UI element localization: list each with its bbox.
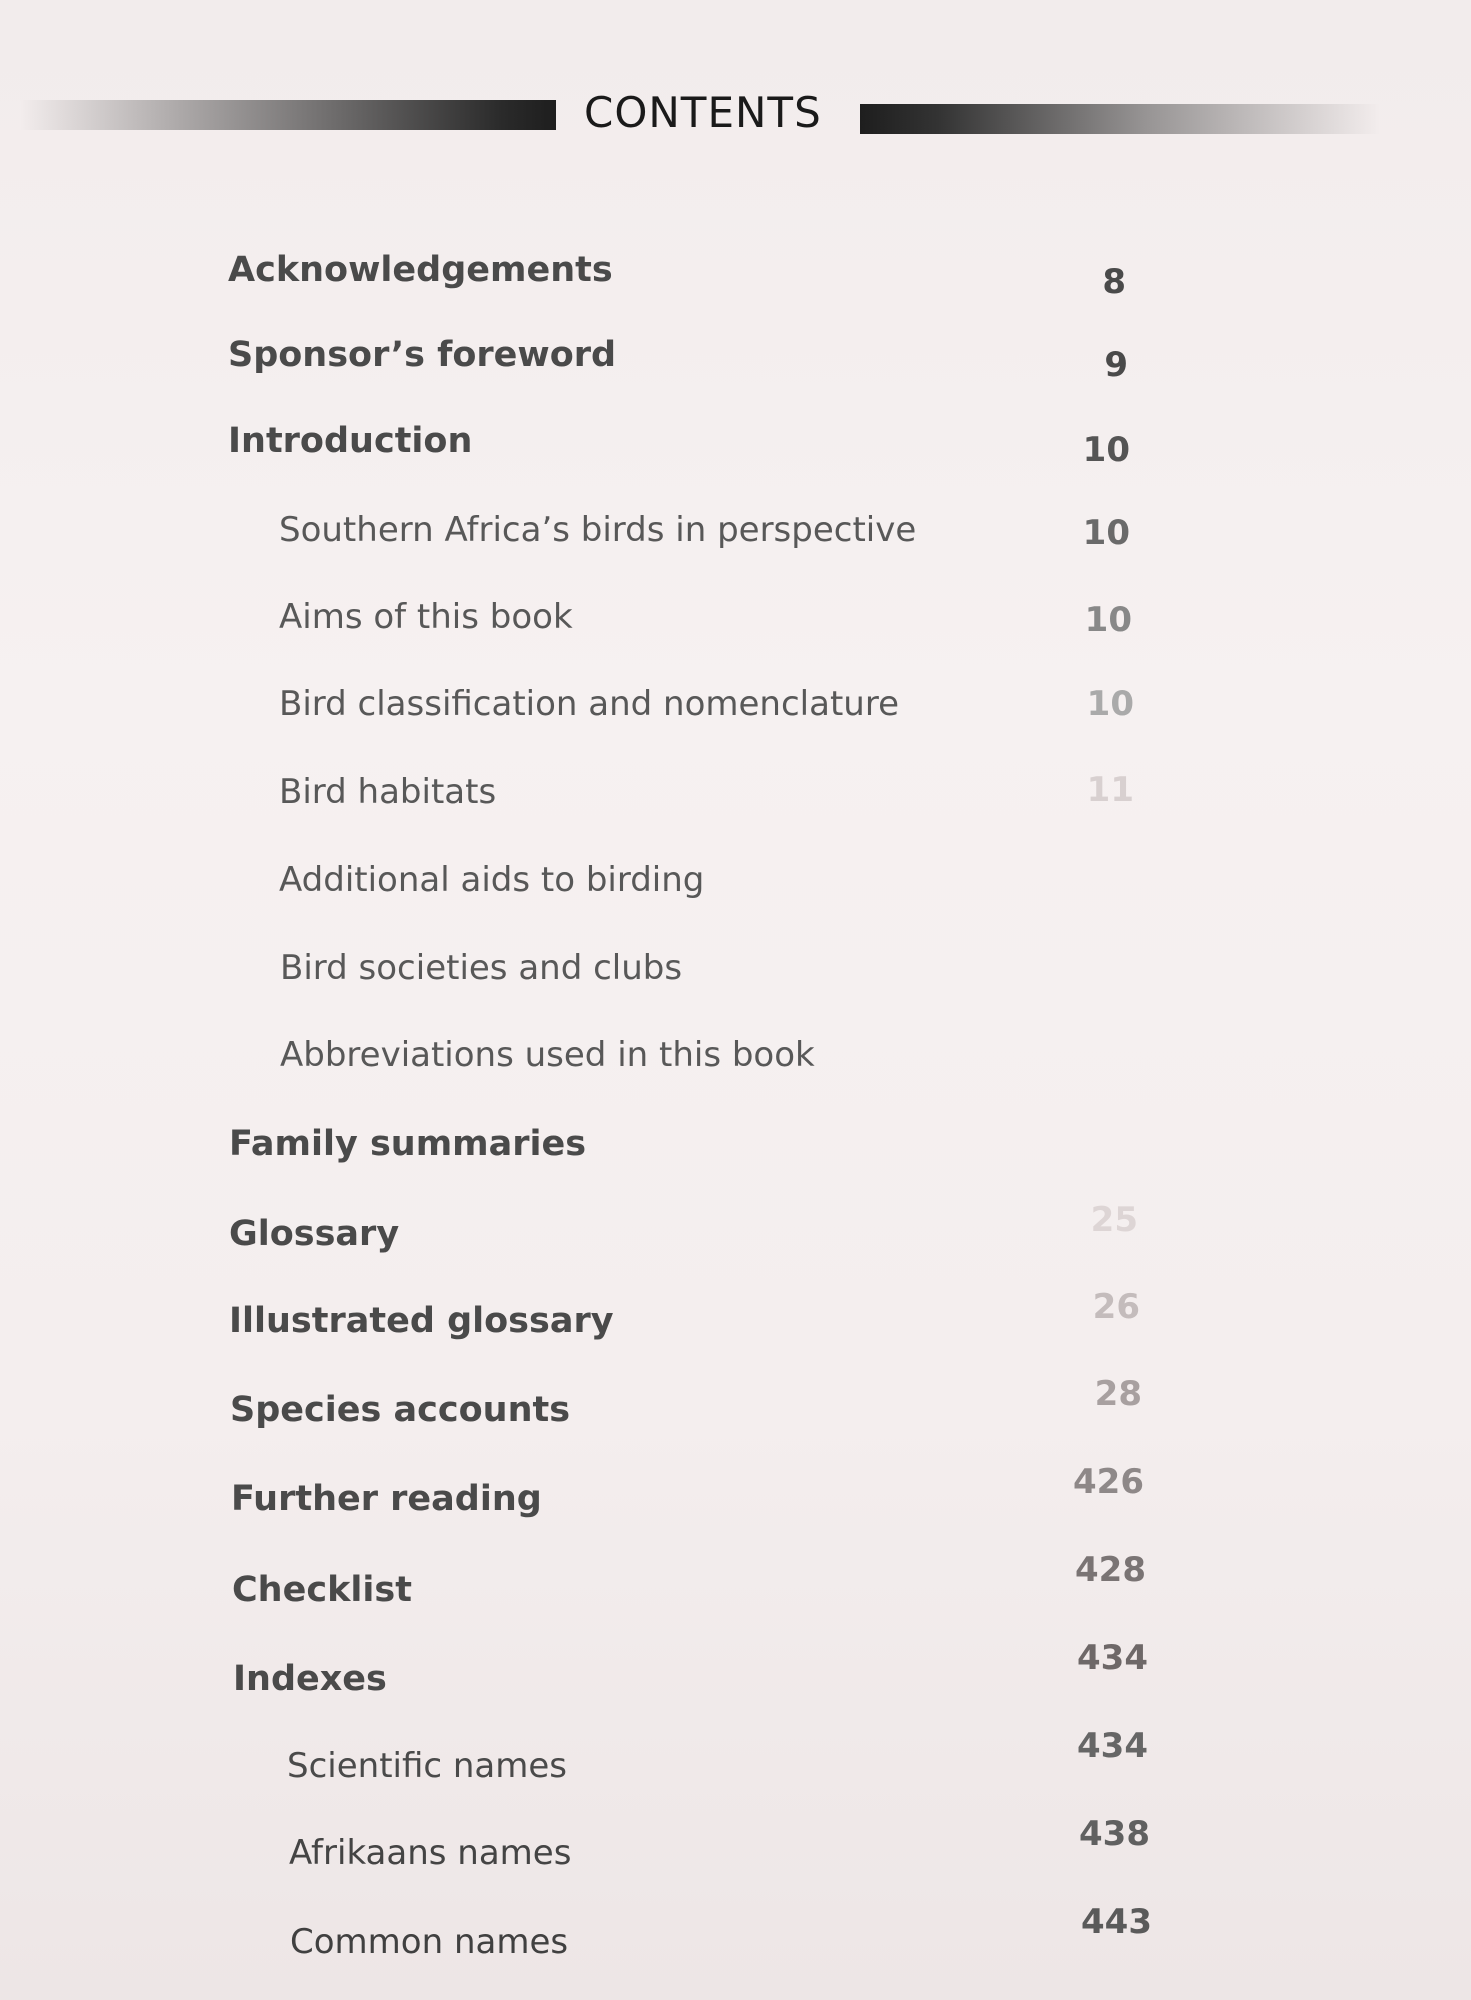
toc-entry-page: 434 [1077,1726,1148,1766]
toc-entry-page: 443 [1081,1902,1152,1942]
toc-entry-page: 426 [1073,1462,1144,1502]
toc-subentry-label: Aims of this book [279,597,573,637]
page-title: CONTENTS [584,88,822,137]
toc-entry-page: 28 [1094,1374,1142,1414]
toc-entry-label: Further reading [231,1479,542,1519]
toc-entry-label: Acknowledgements [228,250,613,290]
toc-subentry-label: Bird societies and clubs [280,948,683,988]
toc-entry-label: Family summaries [229,1124,587,1164]
toc-subentry-label: Additional aids to birding [279,860,705,900]
toc-entry-page: 11 [1086,770,1134,810]
toc-entry-page: 9 [1104,345,1128,385]
toc-subentry-label: Afrikaans names [289,1833,572,1873]
toc-entry-page: 434 [1077,1638,1148,1678]
toc-entry-page: 10 [1086,684,1134,724]
toc-entry-label: Species accounts [230,1390,571,1430]
toc-entry-page: 8 [1102,262,1126,302]
toc-entry-label: Indexes [233,1659,387,1699]
header-rule-left [20,100,556,130]
toc-subentry-label: Bird classification and nomenclature [279,684,899,724]
toc-entry-page: 438 [1079,1814,1150,1854]
toc-subentry-label: Southern Africa’s birds in perspective [279,510,917,550]
toc-entry-page: 10 [1084,600,1132,640]
toc-entry-page: 25 [1090,1200,1138,1240]
toc-entry-page: 10 [1082,430,1130,470]
toc-entry-label: Glossary [229,1214,400,1254]
toc-subentry-label: Abbreviations used in this book [280,1035,815,1075]
toc-subentry-label: Scientific names [287,1746,568,1786]
header-rule-right [860,104,1380,134]
toc-entry-page: 26 [1092,1287,1140,1327]
toc-subentry-label: Bird habitats [279,772,497,812]
toc-entry-label: Illustrated glossary [229,1301,614,1341]
toc-subentry-label: Common names [290,1922,569,1962]
toc-entry-label: Sponsor’s foreword [228,335,617,375]
toc-entry-page: 428 [1075,1550,1146,1590]
toc-entry-label: Checklist [232,1570,412,1610]
toc-entry-page: 10 [1082,513,1130,553]
toc-entry-label: Introduction [228,421,473,461]
